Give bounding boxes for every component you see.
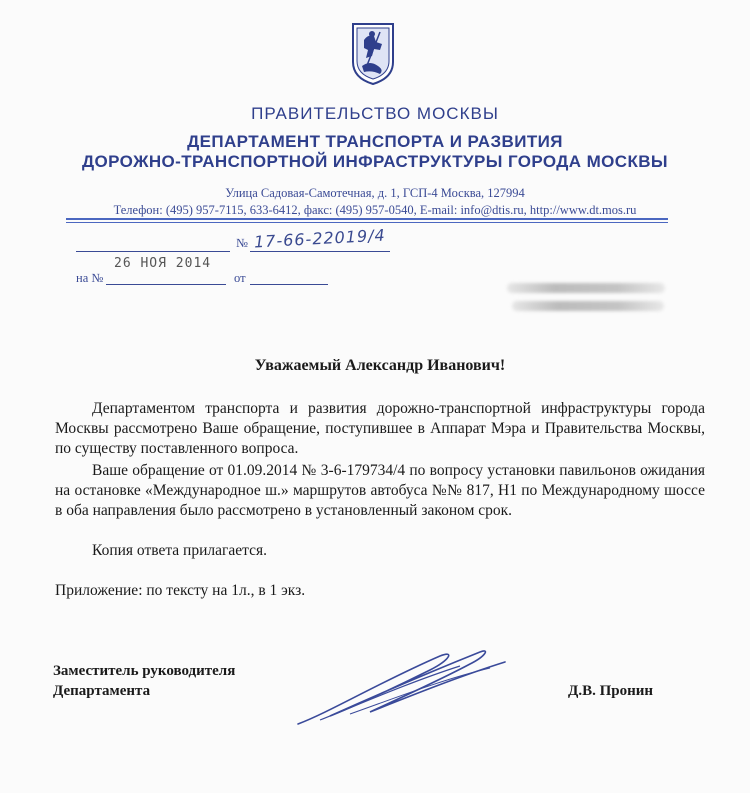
reply-to-number-line [106,284,226,285]
moscow-coat-of-arms-icon [350,22,396,86]
greeting: Уважаемый Александр Иванович! [254,357,506,374]
handwritten-reference-number: 17-66-22019/4 [253,225,387,252]
signatory-position-line2: Департамента [53,683,151,699]
redacted-recipient-line [512,301,664,311]
date-stamp: 26 НОЯ 2014 [114,256,212,271]
signatory-position [53,661,235,701]
government-title: ПРАВИТЕЛЬСТВО МОСКВЫ [251,104,499,123]
number-line [250,251,390,252]
number-sign: № [236,236,248,250]
date-line [76,251,230,252]
signatory-position-line1: Заместитель руководителя [53,663,236,679]
signatory-name: Д.В. Пронин [568,683,654,699]
letter-paragraph: Копия ответа прилагается. [92,542,267,559]
department-address: Улица Садовая-Самотечная, д. 1, ГСП-4 Москва, 127994 [225,186,525,200]
handwritten-signature [290,642,520,732]
letterhead-divider-thin [66,222,668,223]
letterhead-divider [66,218,668,220]
attachment-note: Приложение: по тексту на 1л., в 1 экз. [55,582,306,599]
letter-paragraph: Ваше обращение от 01.09.2014 № 3-6-179734/4 по вопросу установки павильонов ожидания на остановке «Международное ш.» маршрутов автобуса №№ 817, Н1 по Международному шоссе в оба направления было рассмотрено в установленный законом срок. [55,462,705,519]
reply-to-date-label: от [234,271,246,285]
redacted-recipient-line [507,283,665,293]
reply-to-number-label: на № [76,271,104,285]
department-title-line1: ДЕПАРТАМЕНТ ТРАНСПОРТА И РАЗВИТИЯ [187,132,563,151]
letter-paragraph: Департаментом транспорта и развития дорожно-транспортной инфраструктуры города Москвы рассмотрено Ваше обращение, поступившее в Аппарат Мэра и Правительства Москвы, по существу поставленного вопроса. [55,400,705,457]
department-title-line2: ДОРОЖНО-ТРАНСПОРТНОЙ ИНФРАСТРУКТУРЫ ГОРОДА МОСКВЫ [82,152,668,171]
reply-to-date-line [250,284,328,285]
department-contacts: Телефон: (495) 957-7115, 633-6412, факс: (495) 957-0540, E-mail: info@dtis.ru, http://www.dt.mos.ru [113,203,637,217]
